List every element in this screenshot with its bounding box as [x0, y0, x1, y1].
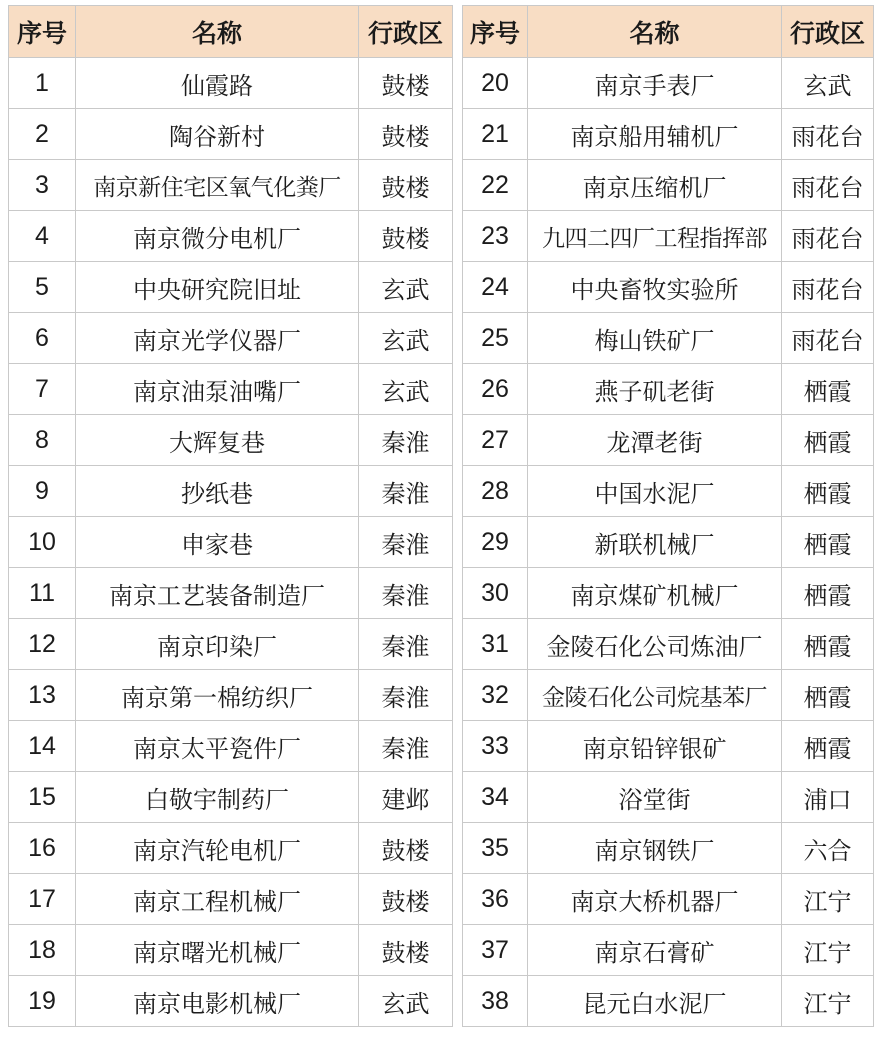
row-district-cell: 鼓楼 — [359, 109, 453, 160]
row-district-cell: 鼓楼 — [359, 211, 453, 262]
row-name-cell: 南京手表厂 — [528, 58, 782, 109]
row-index-cell: 8 — [9, 415, 76, 466]
table-body-right — [463, 58, 874, 1027]
row-index-cell: 36 — [463, 874, 528, 925]
table-row — [463, 109, 874, 160]
table-row — [463, 364, 874, 415]
row-index-cell: 19 — [9, 976, 76, 1027]
row-name-cell: 申家巷 — [76, 517, 359, 568]
row-index-cell: 14 — [9, 721, 76, 772]
row-name-cell: 九四二四厂工程指挥部 — [528, 211, 782, 262]
table-row — [463, 211, 874, 262]
row-district-cell: 雨花台 — [782, 313, 874, 364]
table-row — [463, 58, 874, 109]
table-row — [9, 313, 453, 364]
row-name-cell: 南京铅锌银矿 — [528, 721, 782, 772]
row-name-cell: 南京太平瓷件厂 — [76, 721, 359, 772]
row-name-cell: 新联机械厂 — [528, 517, 782, 568]
row-index-cell: 22 — [463, 160, 528, 211]
row-district-cell: 栖霞 — [782, 619, 874, 670]
header-index: 序号 — [463, 6, 528, 58]
row-name-cell: 南京电影机械厂 — [76, 976, 359, 1027]
table-row — [9, 670, 453, 721]
row-name-cell: 金陵石化公司炼油厂 — [528, 619, 782, 670]
table-row — [9, 721, 453, 772]
row-index-cell: 9 — [9, 466, 76, 517]
row-name-cell: 南京微分电机厂 — [76, 211, 359, 262]
table-row — [9, 415, 453, 466]
row-name-cell: 燕子矶老街 — [528, 364, 782, 415]
row-name-cell: 南京第一棉纺织厂 — [76, 670, 359, 721]
row-district-cell: 秦淮 — [359, 415, 453, 466]
row-name-cell: 南京煤矿机械厂 — [528, 568, 782, 619]
row-district-cell: 雨花台 — [782, 109, 874, 160]
table-row — [9, 211, 453, 262]
table-row — [9, 976, 453, 1027]
row-district-cell: 鼓楼 — [359, 160, 453, 211]
row-name-cell: 陶谷新村 — [76, 109, 359, 160]
row-index-cell: 15 — [9, 772, 76, 823]
row-name-cell: 南京工艺装备制造厂 — [76, 568, 359, 619]
row-district-cell: 建邺 — [359, 772, 453, 823]
row-index-cell: 12 — [9, 619, 76, 670]
row-index-cell: 34 — [463, 772, 528, 823]
row-district-cell: 玄武 — [359, 364, 453, 415]
row-index-cell: 28 — [463, 466, 528, 517]
row-name-cell: 南京光学仪器厂 — [76, 313, 359, 364]
row-name-cell: 南京工程机械厂 — [76, 874, 359, 925]
row-name-cell: 昆元白水泥厂 — [528, 976, 782, 1027]
row-index-cell: 18 — [9, 925, 76, 976]
row-index-cell: 32 — [463, 670, 528, 721]
table-row — [9, 925, 453, 976]
table-row — [9, 466, 453, 517]
row-index-cell: 3 — [9, 160, 76, 211]
header-name: 名称 — [528, 6, 782, 58]
row-index-cell: 16 — [9, 823, 76, 874]
row-district-cell: 秦淮 — [359, 568, 453, 619]
row-name-cell: 中央研究院旧址 — [76, 262, 359, 313]
table-row — [9, 619, 453, 670]
row-district-cell: 栖霞 — [782, 670, 874, 721]
row-index-cell: 38 — [463, 976, 528, 1027]
table-row — [9, 58, 453, 109]
row-district-cell: 鼓楼 — [359, 823, 453, 874]
row-district-cell: 雨花台 — [782, 211, 874, 262]
table-row — [463, 670, 874, 721]
header-district: 行政区 — [359, 6, 453, 58]
table-body-left — [9, 58, 453, 1027]
table-row — [463, 619, 874, 670]
row-district-cell: 六合 — [782, 823, 874, 874]
row-index-cell: 10 — [9, 517, 76, 568]
row-district-cell: 秦淮 — [359, 721, 453, 772]
header-row — [9, 6, 453, 58]
row-name-cell: 龙潭老街 — [528, 415, 782, 466]
row-index-cell: 6 — [9, 313, 76, 364]
row-district-cell: 江宁 — [782, 925, 874, 976]
table-row — [463, 925, 874, 976]
row-district-cell: 栖霞 — [782, 466, 874, 517]
row-district-cell: 鼓楼 — [359, 925, 453, 976]
row-index-cell: 21 — [463, 109, 528, 160]
row-district-cell: 玄武 — [359, 262, 453, 313]
row-name-cell: 白敬宇制药厂 — [76, 772, 359, 823]
row-district-cell: 秦淮 — [359, 466, 453, 517]
header-row — [463, 6, 874, 58]
header-district: 行政区 — [782, 6, 874, 58]
row-index-cell: 20 — [463, 58, 528, 109]
row-name-cell: 仙霞路 — [76, 58, 359, 109]
row-name-cell: 中央畜牧实验所 — [528, 262, 782, 313]
table-row — [463, 262, 874, 313]
table-row — [9, 874, 453, 925]
row-name-cell: 南京印染厂 — [76, 619, 359, 670]
row-name-cell: 南京船用辅机厂 — [528, 109, 782, 160]
row-index-cell: 24 — [463, 262, 528, 313]
row-district-cell: 秦淮 — [359, 670, 453, 721]
row-name-cell: 中国水泥厂 — [528, 466, 782, 517]
table-row — [9, 568, 453, 619]
table-row — [463, 466, 874, 517]
row-index-cell: 27 — [463, 415, 528, 466]
row-name-cell: 大辉复巷 — [76, 415, 359, 466]
table-row — [463, 976, 874, 1027]
row-name-cell: 抄纸巷 — [76, 466, 359, 517]
row-index-cell: 37 — [463, 925, 528, 976]
table-row — [463, 772, 874, 823]
row-index-cell: 35 — [463, 823, 528, 874]
table-row — [463, 415, 874, 466]
row-index-cell: 30 — [463, 568, 528, 619]
row-name-cell: 南京曙光机械厂 — [76, 925, 359, 976]
row-name-cell: 南京压缩机厂 — [528, 160, 782, 211]
row-district-cell: 玄武 — [359, 313, 453, 364]
row-district-cell: 栖霞 — [782, 517, 874, 568]
row-index-cell: 2 — [9, 109, 76, 160]
row-index-cell: 4 — [9, 211, 76, 262]
row-index-cell: 33 — [463, 721, 528, 772]
row-index-cell: 17 — [9, 874, 76, 925]
row-district-cell: 栖霞 — [782, 721, 874, 772]
row-index-cell: 5 — [9, 262, 76, 313]
row-name-cell: 南京大桥机器厂 — [528, 874, 782, 925]
row-district-cell: 秦淮 — [359, 517, 453, 568]
row-index-cell: 7 — [9, 364, 76, 415]
row-name-cell: 浴堂街 — [528, 772, 782, 823]
row-name-cell: 南京新住宅区氧气化粪厂 — [76, 160, 359, 211]
row-name-cell: 南京石膏矿 — [528, 925, 782, 976]
row-district-cell: 栖霞 — [782, 364, 874, 415]
table-row — [9, 823, 453, 874]
header-name: 名称 — [76, 6, 359, 58]
row-index-cell: 23 — [463, 211, 528, 262]
table-row — [463, 874, 874, 925]
row-index-cell: 29 — [463, 517, 528, 568]
row-district-cell: 浦口 — [782, 772, 874, 823]
row-district-cell: 玄武 — [782, 58, 874, 109]
row-index-cell: 26 — [463, 364, 528, 415]
table-row — [9, 364, 453, 415]
row-district-cell: 鼓楼 — [359, 58, 453, 109]
table-row — [463, 160, 874, 211]
table-row — [9, 262, 453, 313]
heritage-table-right — [462, 5, 874, 1027]
table-row — [463, 721, 874, 772]
table-row — [463, 517, 874, 568]
row-index-cell: 11 — [9, 568, 76, 619]
row-name-cell: 南京油泵油嘴厂 — [76, 364, 359, 415]
row-district-cell: 江宁 — [782, 976, 874, 1027]
table-row — [9, 160, 453, 211]
row-district-cell: 鼓楼 — [359, 874, 453, 925]
table-row — [463, 313, 874, 364]
table-row — [9, 109, 453, 160]
row-district-cell: 栖霞 — [782, 568, 874, 619]
row-district-cell: 江宁 — [782, 874, 874, 925]
table-row — [9, 517, 453, 568]
table-row — [9, 772, 453, 823]
row-name-cell: 梅山铁矿厂 — [528, 313, 782, 364]
row-district-cell: 雨花台 — [782, 262, 874, 313]
row-index-cell: 13 — [9, 670, 76, 721]
row-index-cell: 31 — [463, 619, 528, 670]
row-index-cell: 1 — [9, 58, 76, 109]
heritage-table-left — [8, 5, 453, 1027]
row-name-cell: 南京汽轮电机厂 — [76, 823, 359, 874]
row-district-cell: 栖霞 — [782, 415, 874, 466]
row-district-cell: 玄武 — [359, 976, 453, 1027]
header-index: 序号 — [9, 6, 76, 58]
row-district-cell: 秦淮 — [359, 619, 453, 670]
row-name-cell: 金陵石化公司烷基苯厂 — [528, 670, 782, 721]
row-index-cell: 25 — [463, 313, 528, 364]
row-name-cell: 南京钢铁厂 — [528, 823, 782, 874]
row-district-cell: 雨花台 — [782, 160, 874, 211]
table-row — [463, 823, 874, 874]
table-row — [463, 568, 874, 619]
